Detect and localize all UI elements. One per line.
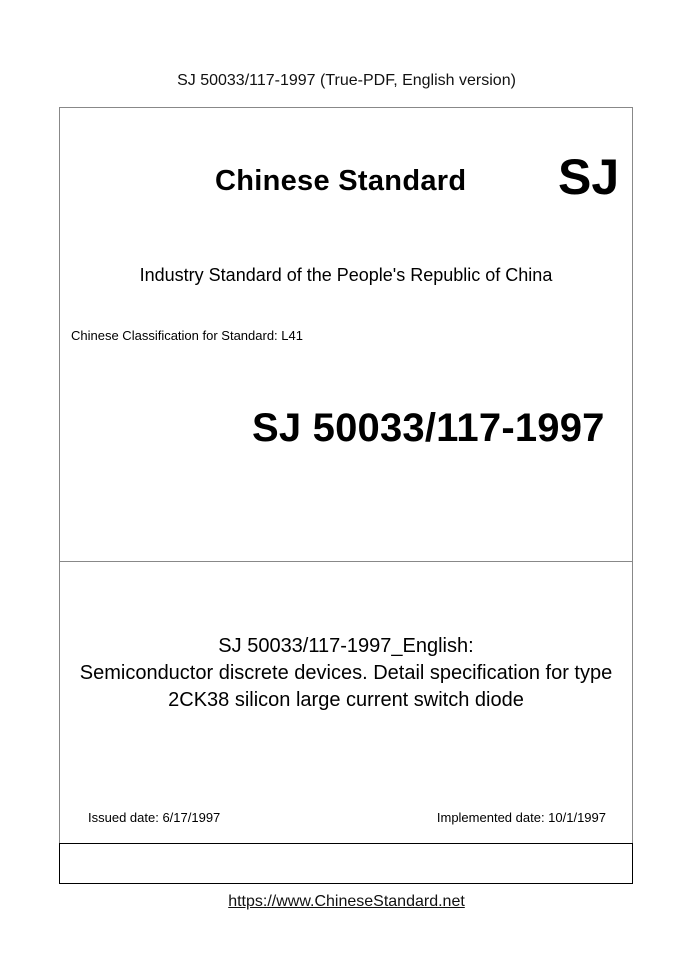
page-header: SJ 50033/117-1997 (True-PDF, English version) (177, 72, 516, 89)
website-link[interactable]: https://www.ChineseStandard.net (228, 893, 465, 910)
issued-date: Issued date: 6/17/1997 (88, 810, 221, 825)
cover-middle-section (60, 562, 632, 844)
document-title (60, 633, 632, 714)
document-title-line-3: 2CK38 silicon large current switch diode (168, 689, 524, 711)
classification-text: Chinese Classification for Standard: L41 (71, 328, 303, 343)
industry-standard-text: Industry Standard of the People's Republic of China (139, 265, 553, 285)
standard-number: SJ 50033/117-1997 (252, 406, 605, 450)
cover-title: Chinese Standard (215, 165, 467, 197)
cover-top-section (60, 108, 632, 562)
cover-frame (59, 107, 633, 884)
document-title-line-2: Semiconductor discrete devices. Detail specification for type (79, 662, 613, 684)
implemented-date: Implemented date: 10/1/1997 (436, 810, 606, 825)
document-title-line-1: SJ 50033/117-1997_English: (218, 635, 474, 657)
standard-code-logo: SJ (558, 149, 620, 205)
cover-bottom-box (59, 843, 633, 884)
